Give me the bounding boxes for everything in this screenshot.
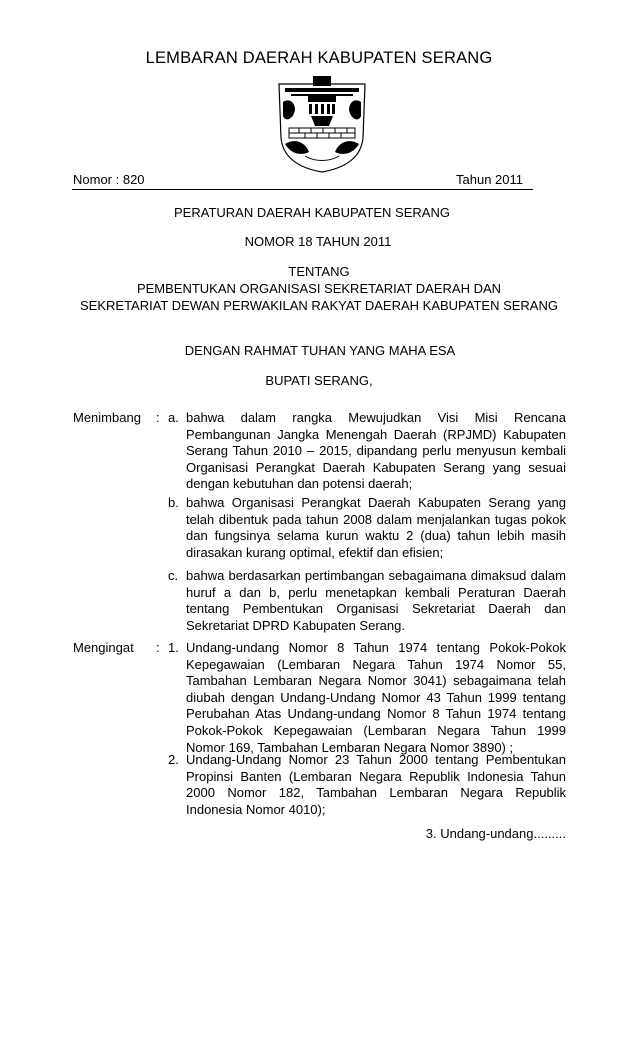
item-mark: b. xyxy=(168,495,179,510)
legal-basis-2: Undang-Undang Nomor 23 Tahun 2000 tentang Pembentukan Propinsi Banten (Lembaran Negara Republik Indonesia Tahun 2000 Nomor 182, Tambahan Lembaran Negara Republik Indonesia Nomor 4010); xyxy=(186,752,566,817)
item-mark: 1. xyxy=(168,640,179,655)
item-mark: a. xyxy=(168,410,179,425)
consideration-b: bahwa Organisasi Perangkat Daerah Kabupaten Serang yang telah dibentuk pada tahun 2008 dalam menjalankan tugas pokok dan fungsinya selama kurun waktu 2 (dua) tahun lebih masih dirasakan kurang optimal, efektif dan efisien; xyxy=(186,495,566,560)
consideration-c: bahwa berdasarkan pertimbangan sebagaimana dimaksud dalam huruf a dan b, perlu menetapkan kembali Peraturan Daerah tentang Pembentukan Organisasi Sekretariat Daerah dan Sekretariat DPRD Kabupaten Serang. xyxy=(186,568,566,633)
menimbang-label: Menimbang xyxy=(73,410,141,425)
subject-line-1: PEMBENTUKAN ORGANISASI SEKRETARIAT DAERAH DAN xyxy=(136,281,502,296)
continuation-marker: 3. Undang-undang......... xyxy=(425,826,566,841)
gazette-year: Tahun 2011 xyxy=(456,172,523,187)
menimbang-colon: : xyxy=(156,410,160,425)
consideration-a: bahwa dalam rangka Mewujudkan Visi Misi Rencana Pembangunan Jangka Menengah Daerah (RPJMD) Kabupaten Serang Tahun 2010 – 2015, dipandang perlu menyusun kembali Organisasi Perangkat Daerah Kabupaten Serang yang sesuai dengan kebutuhan dan potensi daerah; xyxy=(186,410,566,492)
invocation: DENGAN RAHMAT TUHAN YANG MAHA ESA xyxy=(184,343,456,358)
gazette-title: LEMBARAN DAERAH KABUPATEN SERANG xyxy=(145,49,493,67)
mengingat-colon: : xyxy=(156,640,160,655)
regulation-title: PERATURAN DAERAH KABUPATEN SERANG xyxy=(174,205,450,220)
legal-basis-1: Undang-undang Nomor 8 Tahun 1974 tentang Pokok-Pokok Kepegawaian (Lembaran Negara Tahun 1974 Nomor 55, Tambahan Lembaran Negara Nomor 3041) sebagaimana telah diubah dengan Undang-Undang Nomor 43 Tahun 1999 tentang Perubahan Atas Undang-undang Nomor 8 Tahun 1974 tentang Pokok-Pokok Kepegawaian (Lembaran Negara Tahun 1999 Nomor 169, Tambahan Lembaran Negara Nomor 3890) ; xyxy=(186,640,566,755)
gazette-number: Nomor : 820 xyxy=(73,172,145,187)
mengingat-label: Mengingat xyxy=(73,640,134,655)
header-divider xyxy=(72,189,533,190)
item-mark: 2. xyxy=(168,752,179,767)
serang-regency-emblem xyxy=(275,72,369,174)
item-mark: c. xyxy=(168,568,179,583)
about-heading: TENTANG xyxy=(288,264,350,279)
issuer: BUPATI SERANG, xyxy=(265,373,373,388)
regulation-number: NOMOR 18 TAHUN 2011 xyxy=(244,234,392,249)
subject-line-2: SEKRETARIAT DEWAN PERWAKILAN RAKYAT DAERAH KABUPATEN SERANG xyxy=(80,298,558,313)
